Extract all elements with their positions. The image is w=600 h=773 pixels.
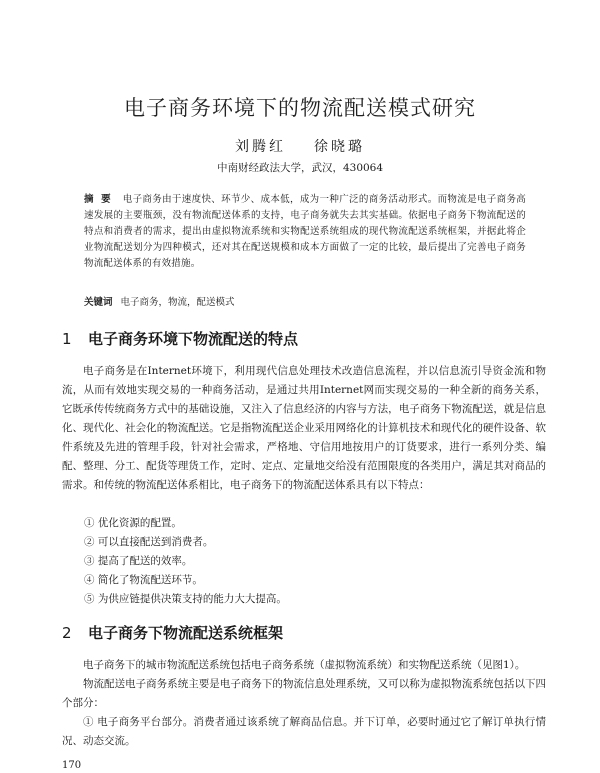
paragraph: 物流配送电子商务系统主要是电子商务下的物流信息处理系统，又可以称为虚拟物流系统包括以下四个部分： [62, 678, 546, 709]
feature-list [84, 514, 544, 609]
abstract-label: 摘 要 [84, 194, 113, 205]
author-name: 刘腾红 [235, 139, 286, 155]
section-body [62, 362, 546, 495]
paragraph: 电子商务是在Internet环境下，利用现代信息处理技术改造信息流程，并以信息流引导资金流和物流，从而有效地实现交易的一种商务活动，是通过共用Internet网而实现交易的一种全新的商务关系，它既承传传统商务方式中的基础设施，又注入了信息经济的内容与方法，电子商务下物流配送，就是信息化、现代化、社会化的物流配送。它是指物流配送企业采用网络化的计算机技术和现代化的硬件设备、软件系统及先进的管理手段，针对社会需求，严格地、守信用地按用户的订货要求，进行一系列分类、编配、整理、分工、配货等理货工作，定时、定点、定量地交给没有范围限度的各类用户，满足其对商品的需求。和传统的物流配送体系相比，电子商务下的物流配送体系具有以下特点： [62, 365, 546, 491]
list-item: ① 优化资源的配置。 [84, 517, 182, 529]
paper-title: 电子商务环境下的物流配送模式研究 [124, 96, 476, 120]
affiliation: 中南财经政法大学，武汉，430064 [216, 162, 384, 174]
paragraph: ① 电子商务平台部分。消费者通过该系统了解商品信息。并下订单，必要时通过它了解订单执行情况、动态交流。 [62, 716, 546, 747]
abstract [84, 192, 526, 272]
section-number: 1 [62, 330, 72, 348]
list-item: ③ 提高了配送的效率。 [84, 555, 193, 567]
author-name: 徐晓璐 [314, 139, 365, 155]
keywords-label: 关键词 [84, 297, 113, 308]
list-item: ② 可以直接配送到消费者。 [84, 536, 214, 548]
paragraph: 电子商务下的城市物流配送系统包括电子商务系统（虚拟物流系统）和实物配送系统（见图1）。 [83, 659, 526, 671]
list-item: ④ 简化了物流配送环节。 [84, 574, 203, 586]
section-heading [62, 622, 542, 643]
section-number: 2 [62, 624, 72, 642]
author-list [0, 136, 600, 156]
list-item: ⑤ 为供应链提供决策支持的能力大大提高。 [84, 593, 287, 605]
section-title: 电子商务下物流配送系统框架 [88, 624, 284, 642]
section-title: 电子商务环境下物流配送的特点 [88, 330, 299, 348]
keywords-text: 电子商务，物流，配送模式 [120, 297, 235, 308]
section-body [62, 656, 546, 751]
abstract-text: 电子商务由于速度快、环节少、成本低，成为一种广泛的商务活动形式。而物流是电子商务高速发展的主要瓶颈，没有物流配送体系的支持，电子商务就失去其实基础。依据电子商务下物流配送的特点和消费者的需求，提出由虚拟物流系统和实物配送系统组成的现代物流配送系统框架，并据此将企业物流配送划分为四种模式，还对其在配送规模和成本方面做了一定的比较，最后提出了完善电子商务物流配送体系的有效措施。 [84, 194, 527, 269]
page-number: 170 [62, 760, 82, 771]
section-heading [62, 328, 542, 349]
keywords [84, 294, 526, 308]
